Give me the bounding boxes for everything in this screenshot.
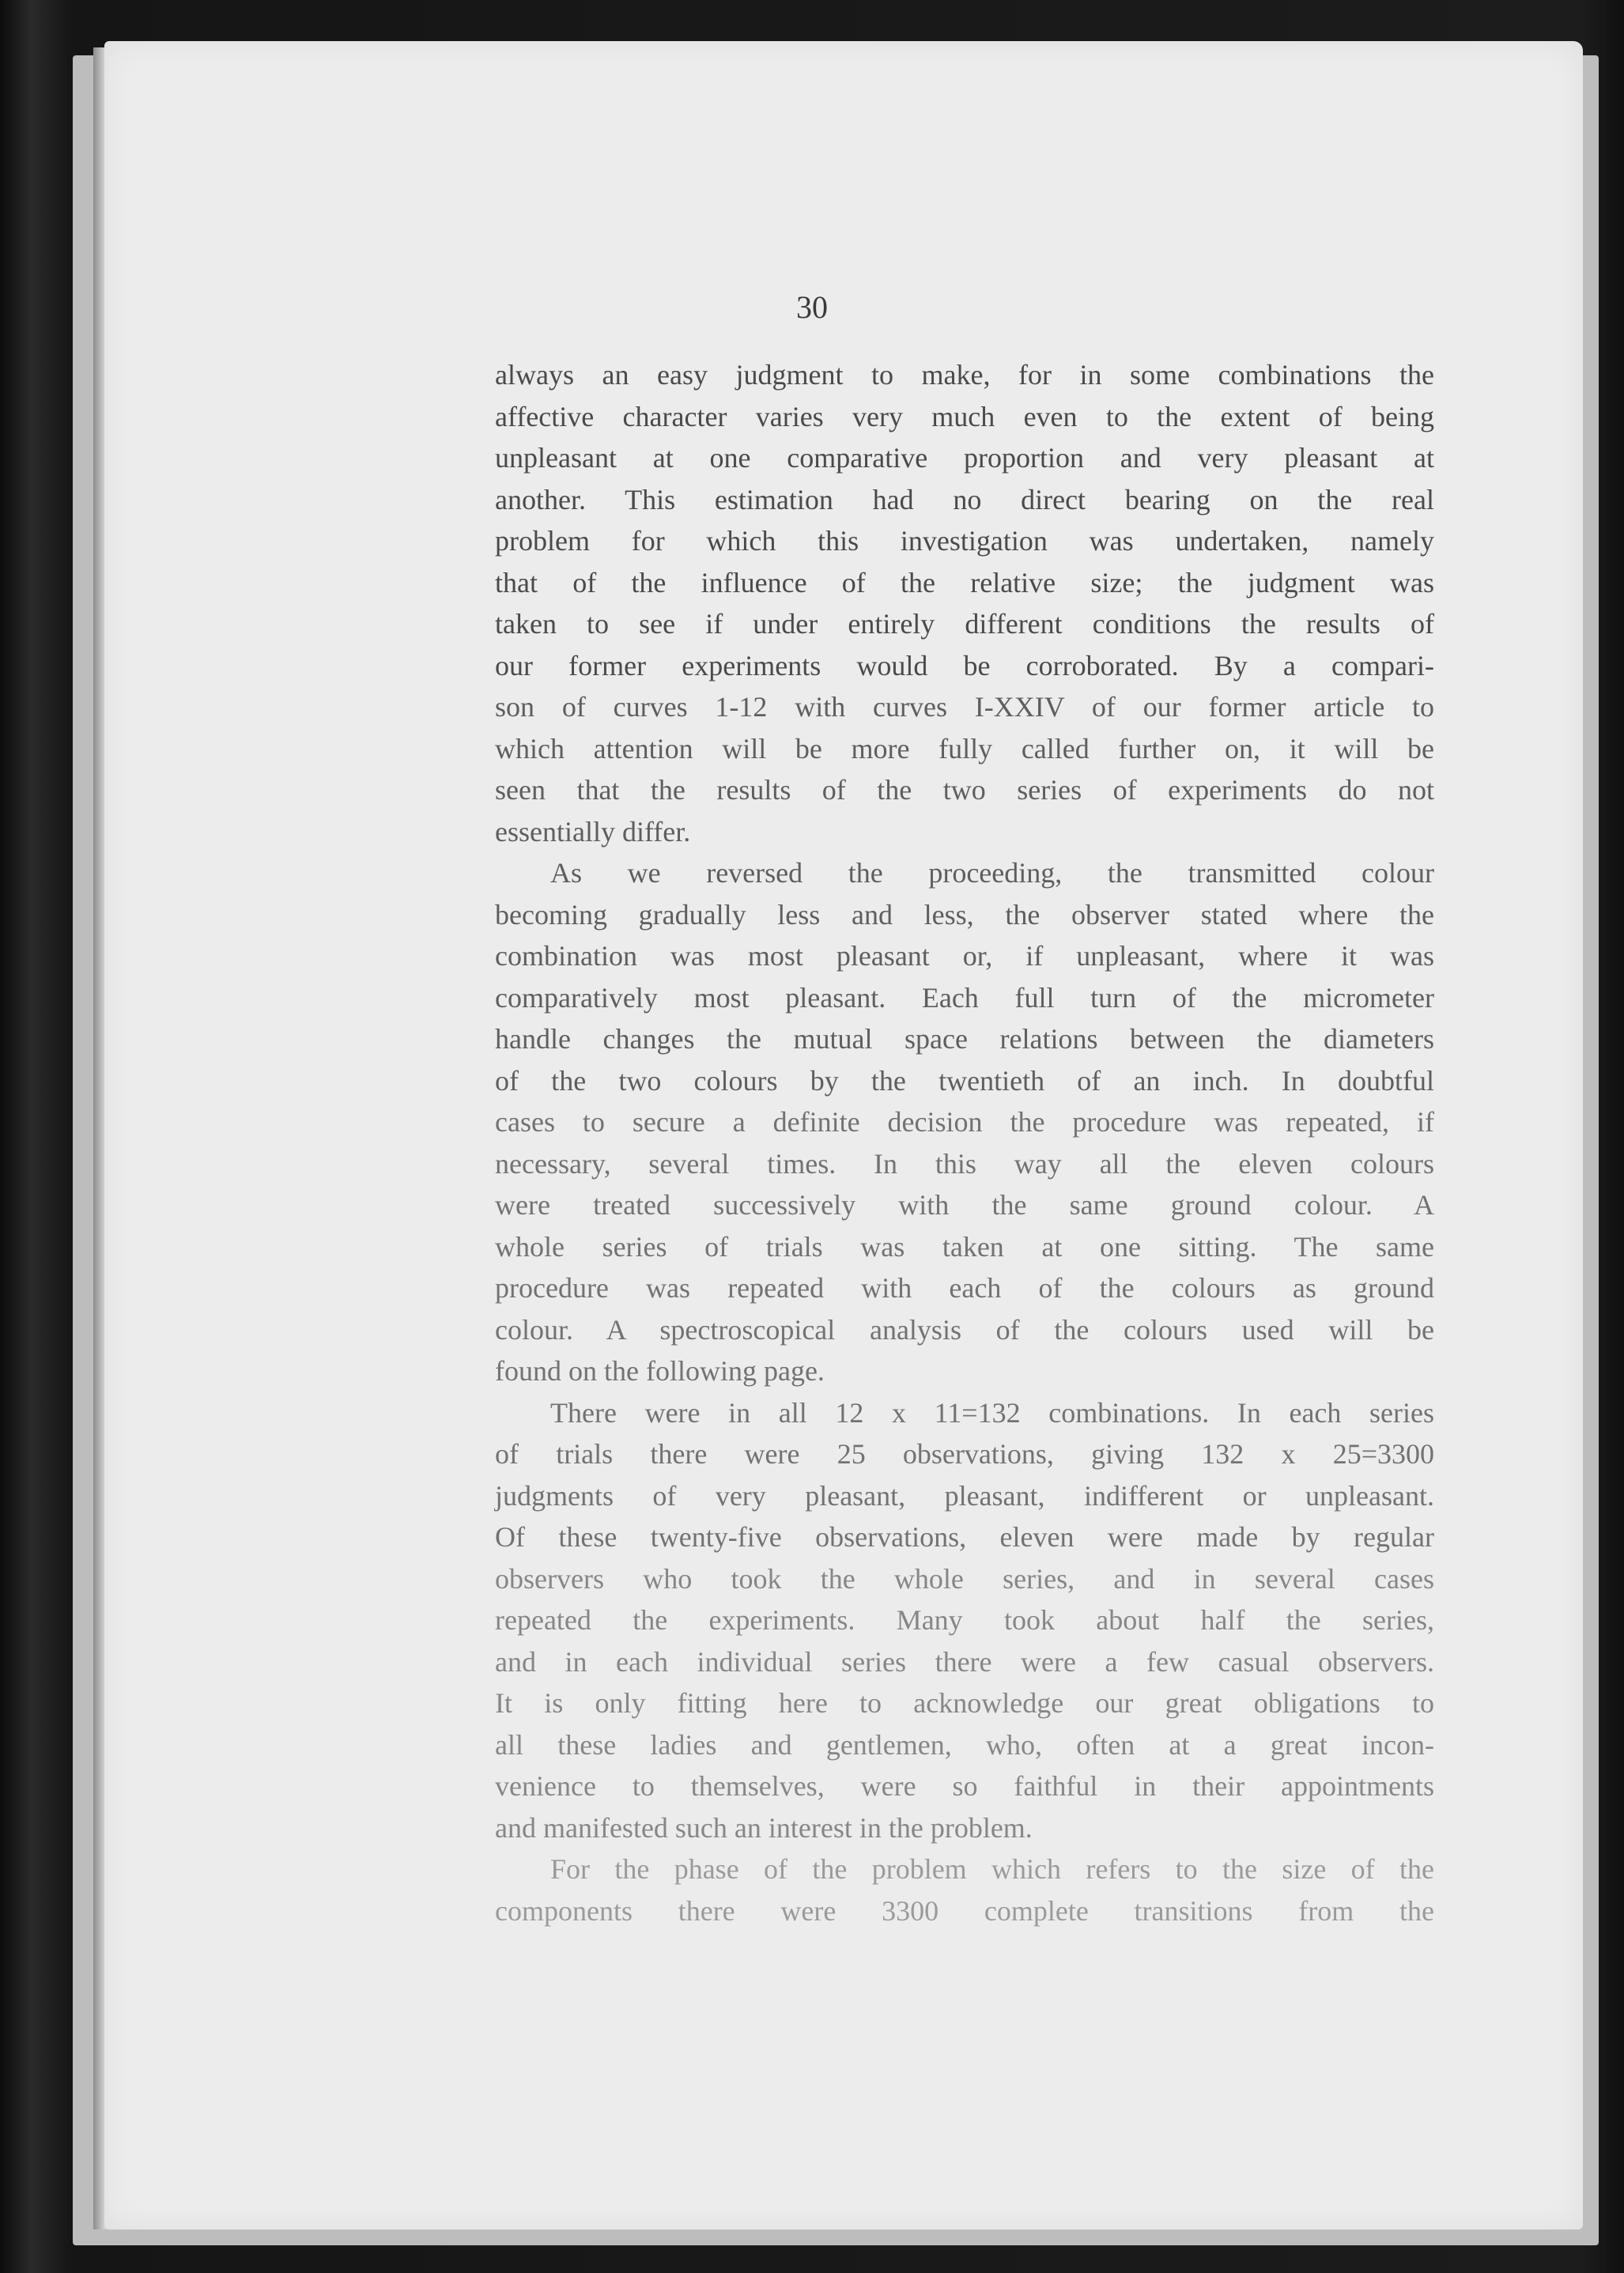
text-line: venience to themselves, were so faithful in their appointments: [495, 1770, 1434, 1802]
text-line: It is only fitting here to acknowledge our great obligations to: [495, 1687, 1434, 1719]
text-line: of the two colours by the twentieth of an inch. In doubtful: [495, 1064, 1434, 1097]
text-line: all these ladies and gentlemen, who, often at a great incon-: [495, 1728, 1434, 1761]
text-line: For the phase of the problem which refers to the size of the: [550, 1853, 1434, 1885]
text-line: cases to secure a definite decision the procedure was repeated, if: [495, 1106, 1434, 1138]
text-line: and manifested such an interest in the problem.: [495, 1811, 1033, 1844]
text-line: repeated the experiments. Many took about half the series,: [495, 1604, 1434, 1636]
text-line: whole series of trials was taken at one sitting. The same: [495, 1230, 1434, 1263]
text-line: which attention will be more fully called further on, it will be: [495, 732, 1434, 765]
text-line: unpleasant at one comparative proportion and very pleasant at: [495, 442, 1434, 474]
text-line: comparatively most pleasant. Each full turn of the micrometer: [495, 981, 1434, 1014]
text-line: son of curves 1-12 with curves I-XXIV of our former article to: [495, 691, 1434, 723]
text-line: As we reversed the proceeding, the transmitted colour: [550, 857, 1434, 889]
text-line: another. This estimation had no direct bearing on the real: [495, 483, 1434, 515]
text-line: components there were 3300 complete transitions from the: [495, 1894, 1434, 1927]
text-line: becoming gradually less and less, the observer stated where the: [495, 898, 1434, 931]
text-line: necessary, several times. In this way all the eleven colours: [495, 1147, 1434, 1180]
text-line: that of the influence of the relative size; the judgment was: [495, 566, 1434, 598]
text-line: essentially differ.: [495, 815, 691, 848]
text-line: judgments of very pleasant, pleasant, indifferent or unpleasant.: [495, 1479, 1434, 1512]
text-line: always an easy judgment to make, for in some combinations the: [495, 359, 1434, 391]
text-line: affective character varies very much even to the extent of being: [495, 400, 1434, 432]
text-line: colour. A spectroscopical analysis of the colours used will be: [495, 1313, 1434, 1346]
page-number: 30: [796, 289, 828, 325]
text-line: of trials there were 25 observations, giving 132 x 25=3300: [495, 1438, 1434, 1470]
text-line: combination was most pleasant or, if unpleasant, where it was: [495, 940, 1434, 972]
text-line: problem for which this investigation was undertaken, namely: [495, 525, 1434, 557]
text-line: and in each individual series there were a few casual observers.: [495, 1645, 1434, 1678]
text-line: were treated successively with the same ground colour. A: [495, 1189, 1434, 1221]
text-line: seen that the results of the two series of experiments do not: [495, 774, 1434, 806]
text-line: found on the following page.: [495, 1355, 825, 1387]
body-text: [495, 354, 1434, 1931]
text-line: procedure was repeated with each of the colours as ground: [495, 1272, 1434, 1304]
text-line: There were in all 12 x 11=132 combinations. In each series: [550, 1396, 1434, 1429]
text-line: taken to see if under entirely different conditions the results of: [495, 608, 1434, 640]
text-line: Of these twenty-five observations, eleven were made by regular: [495, 1521, 1434, 1553]
text-line: our former experiments would be corroborated. By a compari-: [495, 649, 1434, 682]
text-line: handle changes the mutual space relations between the diameters: [495, 1023, 1434, 1055]
text-line: observers who took the whole series, and in several cases: [495, 1562, 1434, 1595]
